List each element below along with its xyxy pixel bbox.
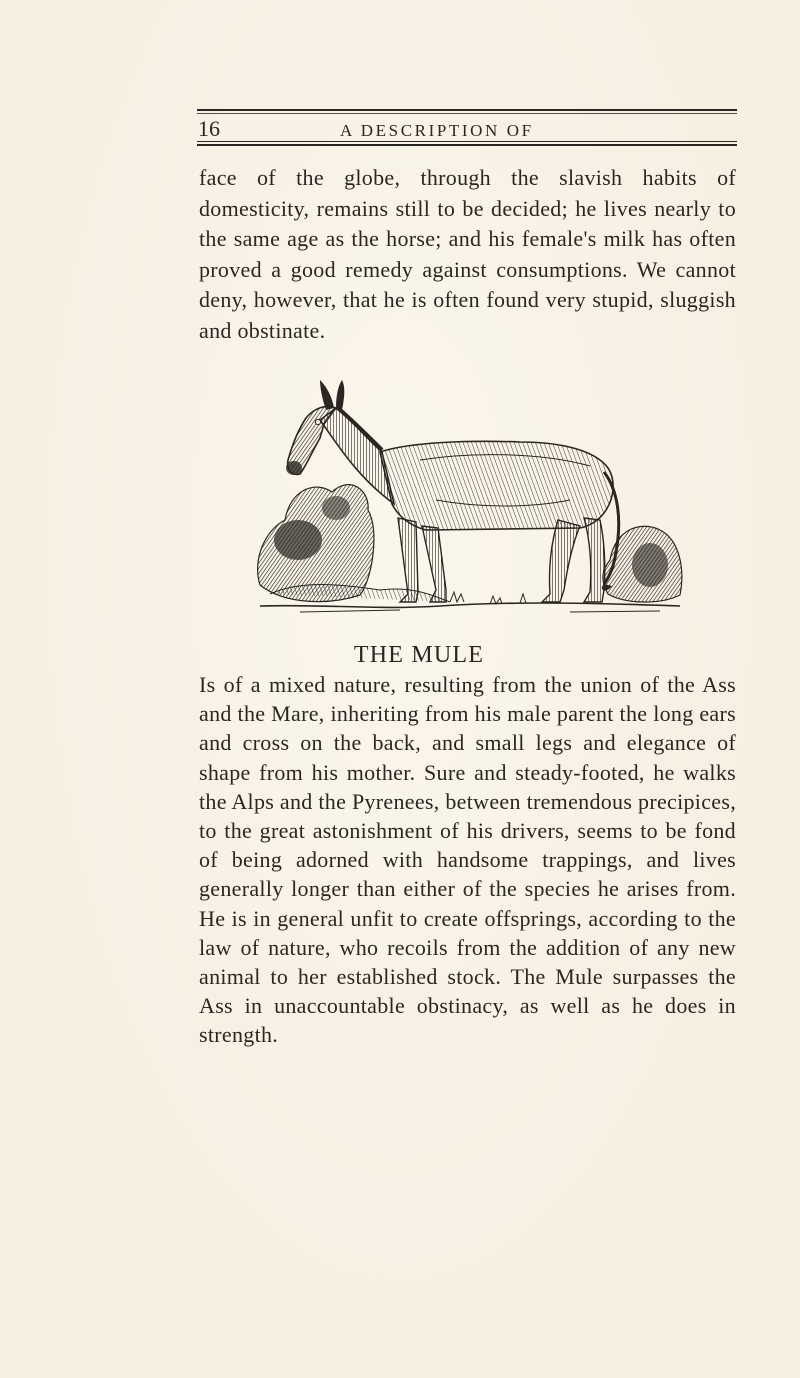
section-title: THE MULE xyxy=(353,642,485,668)
paragraph-mule-description: Is of a mixed nature, resulting from the union of the Ass and the Mare, inheriting from his male parent the long ears and cross on the back, and small legs and elegance of shape from his mother. Sure and steady-footed, he walks the Alps and the Pyrenees, between tremendous precipices, to the great astonishment of his drivers, seems to be fond of being adorned with handsome trappings, and lives generally longer than either of the species he arises from. He is in general unfit to create offsprings, according to the law of nature, who recoils from the addition of any new animal to her established stock. The Mule surpasses the Ass in unaccountable obstinacy, as well as he does in strength. xyxy=(199,672,736,1048)
header-rule-bottom-thin xyxy=(197,141,737,142)
paragraph-ass-conclusion: face of the globe, through the slavish habits of domesticity, remains still to be decided; he lives nearly to the same age as the horse; and his female's milk has often proved a good remedy against consumptions. We cannot deny, however, that he is often found very stupid, sluggish and obstinate. xyxy=(199,165,736,343)
header-rule-bottom xyxy=(197,144,737,146)
header-rule-top-thin xyxy=(197,113,737,114)
header-rule-top xyxy=(197,109,737,111)
page-number: 16 xyxy=(198,116,220,141)
mule-engraving-icon xyxy=(240,380,695,620)
running-title: A DESCRIPTION OF xyxy=(340,121,534,140)
